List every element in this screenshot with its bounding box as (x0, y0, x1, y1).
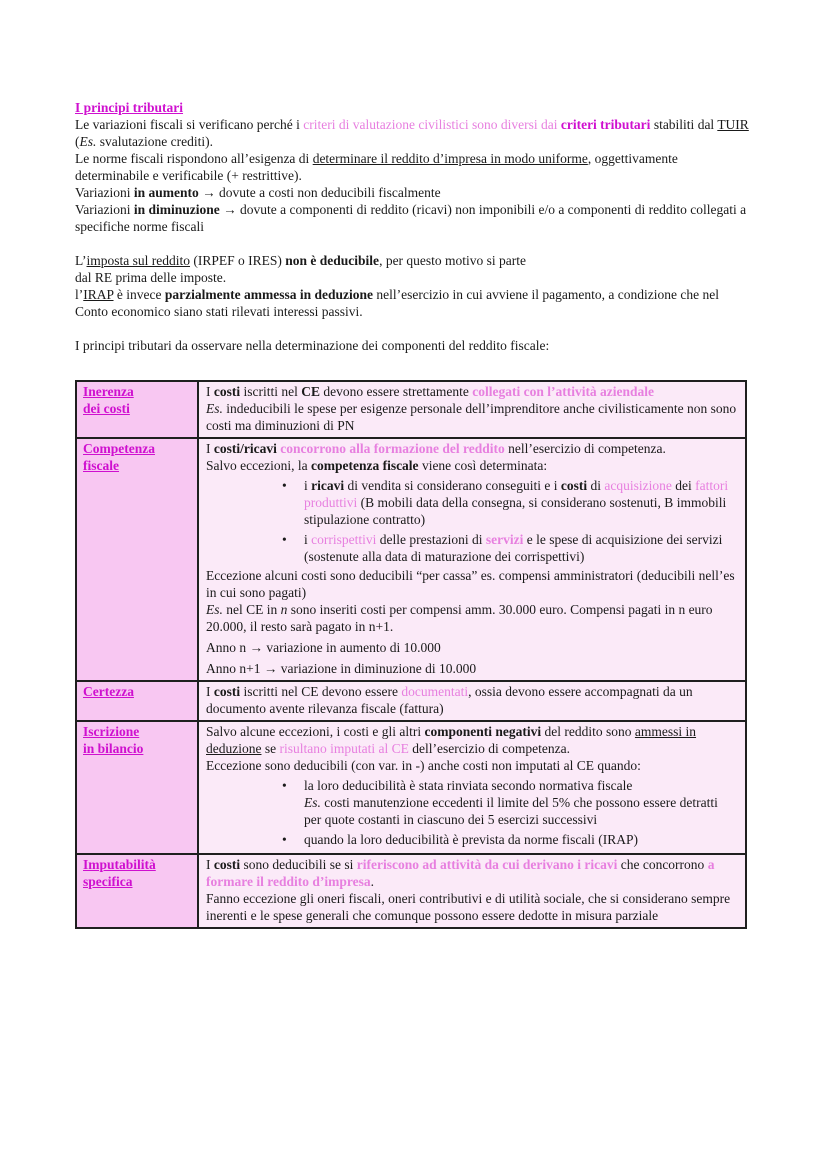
text-segment: Fanno eccezione gli oneri fiscali, oneri contributivi e di utilità sociale, che si considerano sempre inerenti e le spese generali che comunque possono essere dedotte in misura parziale (206, 891, 731, 923)
text-segment: criteri di valutazione civilistici sono diversi dai (303, 117, 561, 132)
text-segment: Es. (206, 401, 223, 416)
table-row (76, 381, 746, 438)
text-segment: criteri tributari (560, 117, 651, 132)
paragraph (206, 856, 737, 890)
principles-table (75, 380, 747, 929)
paragraph (206, 639, 737, 656)
bullet-item (282, 531, 737, 565)
text-segment: delle prestazioni di (376, 532, 486, 547)
paragraph (75, 252, 755, 269)
text-segment: costi (213, 857, 241, 872)
text-segment: , ossia devono essere accompagnati da un documento avente rilevanza fiscale (fattura) (206, 684, 693, 716)
bullet-dot: • (282, 478, 287, 493)
text-segment: L’ (75, 253, 87, 268)
table-row (76, 438, 746, 681)
text-segment: di vendita si considerano conseguiti e i (344, 478, 561, 493)
row-label-cell (76, 381, 198, 438)
text-segment: fattori produttivi (304, 478, 729, 510)
text-segment: nell’esercizio di competenza. (504, 441, 666, 456)
bullet-item (282, 477, 737, 528)
paragraph (75, 337, 755, 354)
row-content-cell (198, 854, 746, 928)
text-segment: iscritti nel (240, 384, 302, 399)
text-segment: determinare il reddito d’impresa in modo uniforme (312, 151, 588, 166)
paragraph (75, 184, 755, 201)
text-segment: Es. (79, 134, 97, 149)
text-segment: costi (213, 384, 241, 399)
text-segment: Salvo eccezioni, la (206, 458, 311, 473)
row-label-line: Imputabilità (83, 857, 156, 872)
bullet-dot: • (282, 778, 287, 793)
text-segment: , oggettivamente determinabile e verificabile (+ restrittive). (75, 151, 678, 183)
text-segment: n (280, 602, 288, 617)
text-segment: la loro deducibilità è stata rinviata secondo normativa fiscale (304, 778, 633, 793)
text-segment: l’ (75, 287, 84, 302)
text-segment: competenza fiscale (310, 458, 419, 473)
text-segment: Variazioni (75, 202, 134, 217)
text-segment: Anno n+1 → variazione in diminuzione di 10.000 (206, 661, 477, 676)
paragraph (75, 150, 755, 184)
text-segment: non è deducibile (285, 253, 380, 268)
text-segment: imposta sul reddito (86, 253, 191, 268)
text-segment: I principi tributari da osservare nella determinazione dei componenti del reddito fiscale: (75, 338, 550, 353)
text-segment: svalutazione crediti). (96, 134, 213, 149)
paragraph (75, 116, 755, 150)
paragraph (206, 400, 737, 434)
row-label-line: specifica (83, 874, 133, 889)
row-label-line: in bilancio (83, 741, 144, 756)
paragraph (206, 660, 737, 677)
text-segment: → dovute a componenti di reddito (ricavi) non imponibili e/o a componenti di reddito collegati a specifiche norme fiscali (75, 202, 747, 234)
row-content-cell (198, 438, 746, 681)
paragraph (206, 723, 737, 757)
text-segment: Eccezione sono deducibili (con var. in -) anche costi non imputati al CE quando: (206, 758, 641, 773)
paragraph (206, 757, 737, 774)
text-segment: IRAP (83, 287, 114, 302)
text-segment: nell’esercizio in cui avviene il pagamento, a condizione che nel Conto economico siano stati rilevati interessi passivi. (75, 287, 719, 319)
row-content-cell (198, 721, 746, 854)
text-segment: I (206, 384, 214, 399)
paragraph (206, 601, 737, 635)
bullet-dot: • (282, 532, 287, 547)
text-segment: i (304, 532, 312, 547)
paragraph (206, 683, 737, 717)
row-label-cell (76, 681, 198, 721)
text-segment: concorrono alla formazione del reddito (280, 441, 505, 456)
text-segment: corrispettivi (311, 532, 377, 547)
text-segment: costi (560, 478, 588, 493)
text-segment: costi/ricavi (213, 441, 277, 456)
row-label-cell (76, 854, 198, 928)
bullet-text (304, 531, 737, 565)
bullet-dot: • (282, 832, 287, 847)
table-row (76, 854, 746, 928)
text-segment: ammessi in deduzione (206, 724, 697, 756)
text-segment: in aumento (133, 185, 199, 200)
text-segment: (B mobili data della consegna, si considerano sostenuti, B immobili stipulazione contratto) (304, 495, 727, 527)
intro-section (75, 116, 755, 354)
page-title: I principi tributari (75, 100, 184, 115)
text-segment: di (587, 478, 605, 493)
text-segment: Es. (304, 795, 321, 810)
text-segment: componenti negativi (424, 724, 542, 739)
text-segment: iscritti nel CE devono essere (240, 684, 402, 699)
text-segment: servizi (485, 532, 524, 547)
text-segment: a formare il reddito d’impresa (206, 857, 715, 889)
text-segment: , per questo motivo si parte (379, 253, 527, 268)
text-segment: i (304, 478, 312, 493)
text-segment: nel CE in (222, 602, 281, 617)
text-segment: I (206, 857, 214, 872)
bullet-item (282, 831, 737, 848)
text-segment: dal RE prima delle imposte. (75, 270, 227, 285)
row-label-line: Iscrizione (83, 724, 140, 739)
text-segment: quando la loro deducibilità è prevista da norme fiscali (IRAP) (304, 832, 639, 847)
text-segment: viene così determinata: (418, 458, 548, 473)
bullet-text (304, 777, 737, 828)
text-segment: del reddito sono (541, 724, 635, 739)
text-segment: CE (301, 384, 321, 399)
text-segment: risultano imputati al CE (279, 741, 409, 756)
paragraph (75, 286, 755, 320)
text-segment: I (206, 441, 214, 456)
text-segment: → dovute a costi non deducibili fiscalmente (198, 185, 441, 200)
bullet-text (304, 831, 737, 848)
text-segment: stabiliti dal (650, 117, 718, 132)
row-label-cell (76, 438, 198, 681)
row-label-line: fiscale (83, 458, 119, 473)
text-segment: costi (213, 684, 241, 699)
text-segment: indeducibili le spese per esigenze personale dell’imprenditore anche civilisticamente non sono costi ma diminuzioni di PN (206, 401, 737, 433)
text-segment: riferiscono ad attività da cui derivano i ricavi (356, 857, 618, 872)
row-content-cell (198, 681, 746, 721)
text-segment: documentati (401, 684, 469, 699)
text-segment: Anno n → variazione in aumento di 10.000 (206, 640, 441, 655)
text-segment: I (206, 684, 214, 699)
row-label-line: Competenza (83, 441, 155, 456)
text-segment: e le spese di acquisizione dei servizi (sostenute alla data di maturazione dei corrispettivi) (304, 532, 723, 564)
text-segment: Salvo alcune eccezioni, i costi e gli altri (206, 724, 425, 739)
bullet-item (282, 777, 737, 828)
text-segment: è invece (113, 287, 165, 302)
text-segment: dei (671, 478, 696, 493)
text-segment: TUIR (717, 117, 749, 132)
text-segment: sono deducibili se si (240, 857, 357, 872)
row-label-line: Inerenza (83, 384, 134, 399)
paragraph (206, 440, 737, 457)
row-label-line: Certezza (83, 684, 134, 699)
bullet-text (304, 477, 737, 528)
text-segment: collegati con l’attività aziendale (472, 384, 655, 399)
text-segment: Le norme fiscali rispondono all’esigenza di (75, 151, 313, 166)
text-segment: ( (75, 134, 80, 149)
row-label-cell (76, 721, 198, 854)
text-segment: . (370, 874, 374, 889)
text-segment: parzialmente ammessa in deduzione (164, 287, 373, 302)
paragraph (206, 383, 737, 400)
text-segment: costi manutenzione eccedenti il limite del 5% che possono essere detratti per quote costanti in ciascuno dei 5 esercizi successivi (304, 795, 718, 827)
paragraph (206, 567, 737, 601)
table-row (76, 681, 746, 721)
page-content (75, 99, 755, 929)
text-segment: Es. (206, 602, 223, 617)
paragraph (75, 201, 755, 235)
text-segment: sono inseriti costi per compensi amm. 30.000 euro. Compensi pagati in n euro 20.000, il resto sarà pagato in n+1. (206, 602, 713, 634)
table-row (76, 721, 746, 854)
row-content-cell (198, 381, 746, 438)
text-segment: dell’esercizio di competenza. (408, 741, 571, 756)
principles-table-body (76, 381, 746, 928)
paragraph (206, 890, 737, 924)
text-segment: Le variazioni fiscali si verificano perché i (75, 117, 304, 132)
text-segment: in diminuzione (133, 202, 220, 217)
text-segment: (IRPEF o IRES) (190, 253, 286, 268)
text-segment: che concorrono (617, 857, 708, 872)
paragraph (75, 269, 755, 286)
paragraph (206, 457, 737, 474)
text-segment: Eccezione alcuni costi sono deducibili “per cassa” es. compensi amministratori (deducibili nell’es in cui sono pagati) (206, 568, 735, 600)
text-segment: se (261, 741, 280, 756)
text-segment: Variazioni (75, 185, 134, 200)
text-segment: acquisizione (604, 478, 672, 493)
row-label-line: dei costi (83, 401, 130, 416)
text-segment: devono essere strettamente (320, 384, 473, 399)
text-segment: ricavi (311, 478, 345, 493)
